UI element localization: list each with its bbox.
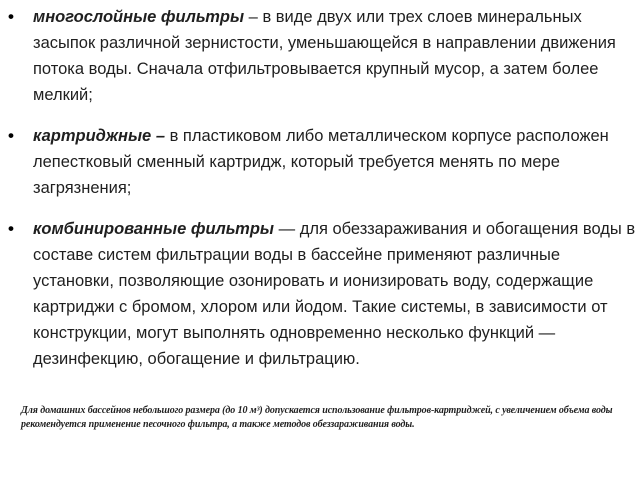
description-combined-filters: — для обеззараживания и обогащения воды в составе систем фильтрации воды в бассейне применяют различные установки, позволяющие озонировать и ионизировать воду, содержащие картриджи с бромом, хлором или йодом. Такие системы, в зависимости от конструкции, могут выполнять одновременно несколько функций — дезинфекцию, обогащение и фильтрацию. (33, 220, 636, 368)
bullet-icon: • (8, 219, 14, 238)
bullet-icon: • (8, 7, 14, 26)
footnote: Для домашних бассейнов небольшого размера (до 10 м³) допускается использование фильтров-картриджей, с увеличением объема воды рекомендуется применение песочного фильтра, а также методов обеззараживания воды. (21, 405, 613, 430)
list-item-cartridge-filters (8, 123, 636, 201)
term-multilayer-filters: многослойные фильтры (33, 8, 245, 26)
list-item-combined-filters (8, 216, 636, 372)
filter-types-list (8, 4, 636, 387)
term-cartridge-filters: картриджные – (33, 127, 165, 145)
list-item-multilayer-filters (8, 4, 636, 108)
description-cartridge-filters: в пластиковом либо металлическом корпусе расположен лепестковый сменный картридж, который требуется менять по мере загрязнения; (33, 127, 609, 197)
description-multilayer-filters: – в виде двух или трех слоев минеральных засыпок различной зернистости, уменьшающейся в направлении движения потока воды. Сначала отфильтровывается крупный мусор, а затем более мелкий; (33, 8, 616, 104)
term-combined-filters: комбинированные фильтры (33, 220, 275, 238)
bullet-icon: • (8, 126, 14, 145)
